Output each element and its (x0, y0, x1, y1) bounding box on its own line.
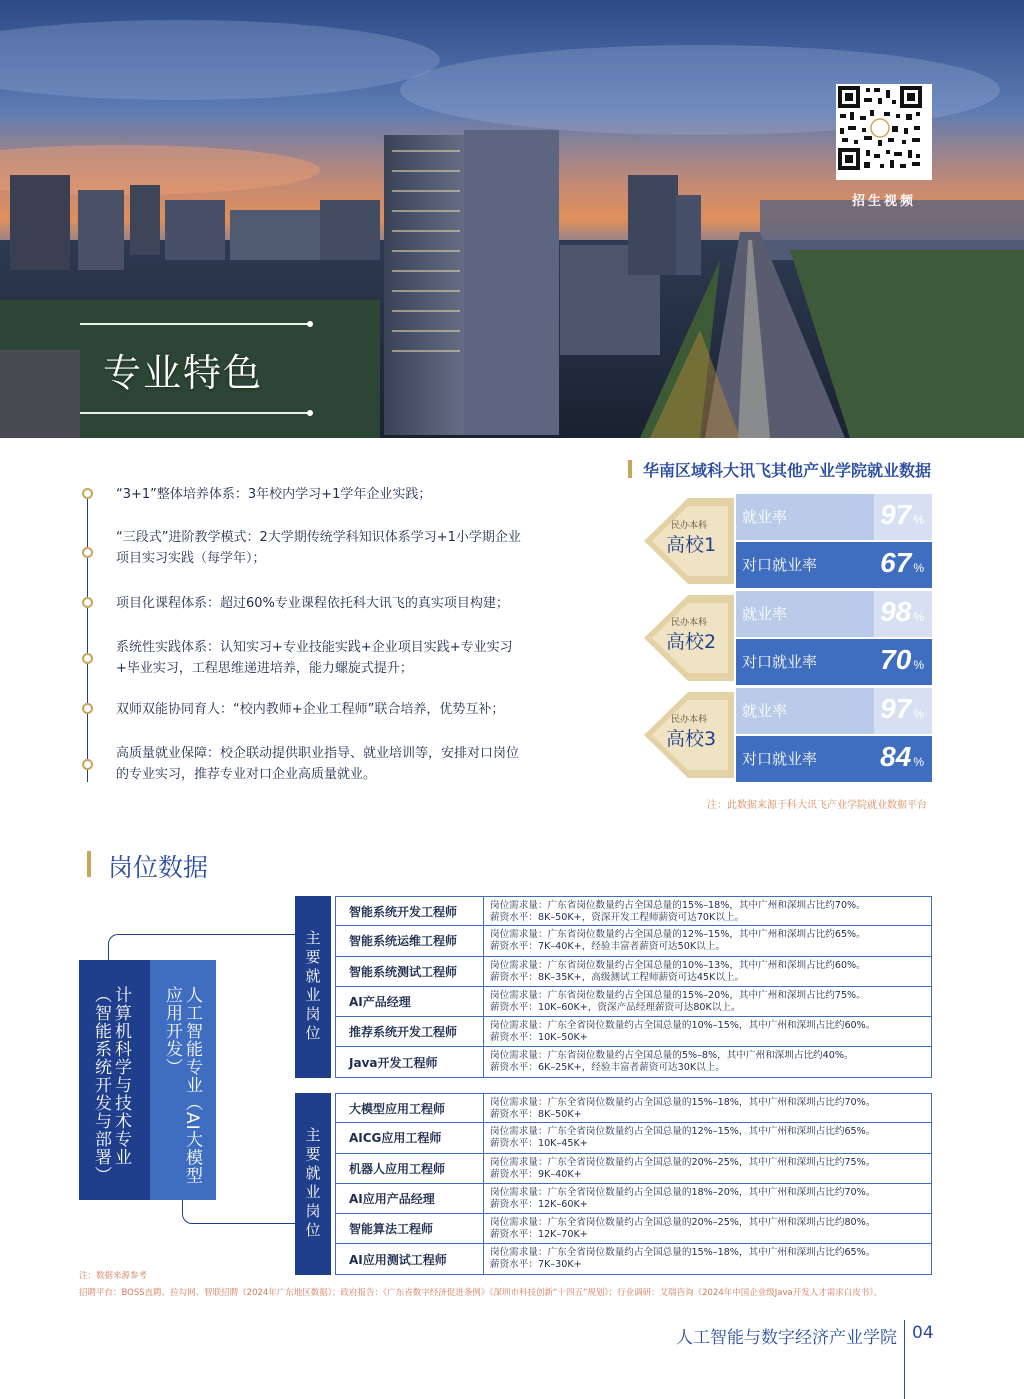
group-label: 主要就业岗位 (295, 896, 331, 1078)
employment-source-note: 注：此数据来源于科大讯飞产业学院就业数据平台 (707, 800, 927, 811)
match-number: 70 (880, 644, 912, 675)
bullet-dot-icon (82, 653, 93, 664)
table-row (335, 1093, 932, 1123)
job-name: 智能系统运维工程师 (336, 926, 484, 955)
job-name: AICG应用工程师 (336, 1123, 484, 1152)
job-demand: 岗位需求量：广东省岗位数量约占全国总量的15%–18%，其中广州和深圳占比约70%。 (490, 900, 866, 911)
table-row (335, 1214, 932, 1244)
section-accent-bar (87, 851, 91, 877)
job-desc (484, 1214, 931, 1243)
job-desc (484, 1154, 931, 1183)
job-desc (484, 1123, 931, 1152)
table-row (335, 1244, 932, 1274)
feature-text: 系统性实践体系：认知实习+专业技能实践+企业项目实践+专业实习+毕业实习，工程思维递进培养，能力螺旋式提升； (116, 640, 513, 676)
job-demand: 岗位需求量：广东全省岗位数量约占全国总量的15%–18%，其中广州和深圳占比约70%。 (490, 1097, 876, 1108)
job-salary: 薪资水平：9K–40K+ (490, 1168, 582, 1180)
table-row (335, 1047, 932, 1077)
pct-sign: % (913, 561, 924, 575)
job-name: 智能系统测试工程师 (336, 957, 484, 986)
table-row (335, 1184, 932, 1214)
hero-decor-line-top (80, 323, 310, 325)
employment-title: 华南区域科大讯飞其他产业学院就业数据 (643, 461, 932, 480)
major-ai-box (150, 960, 216, 1200)
job-name: 机器人应用工程师 (336, 1154, 484, 1183)
job-demand: 岗位需求量：广东省岗位数量约占全国总量的15%–20%，其中广州和深圳占比约75%。 (490, 989, 866, 1001)
pct-sign: % (913, 513, 924, 527)
match-value (880, 644, 924, 676)
school-name: 高校1 (665, 534, 717, 556)
job-demand: 岗位需求量：广东全省岗位数量约占全国总量的10%–15%，其中广州和深圳占比约60%。 (490, 1020, 876, 1032)
job-demand: 岗位需求量：广东全省岗位数量约占全国总量的20%–25%，其中广州和深圳占比约80%。 (490, 1217, 876, 1229)
match-label: 对口就业率 (742, 556, 818, 574)
job-name: AI产品经理 (336, 987, 484, 1016)
major-ai-label: 人工智能专业（AI大模型应用开发） (162, 986, 202, 1185)
footer-divider (904, 1320, 905, 1399)
table-row (335, 926, 932, 956)
job-desc (484, 1244, 931, 1273)
job-salary: 薪资水平：10K–45K+ (490, 1138, 588, 1150)
match-number: 67 (880, 547, 912, 578)
job-desc (484, 1094, 931, 1122)
job-desc (484, 1017, 931, 1046)
feature-text: “3+1”整体培养体系：3年校内学习+1学年企业实践； (116, 487, 432, 502)
feature-text: 双师双能协同育人：“校内教师+企业工程师”联合培养，优势互补； (116, 702, 505, 717)
job-demand: 岗位需求量：广东全省岗位数量约占全国总量的20%–25%，其中广州和深圳占比约75%。 (490, 1156, 876, 1168)
job-name: AI应用产品经理 (336, 1184, 484, 1213)
feature-text: “三段式”进阶教学模式：2大学期传统学科知识体系学习+1小学期企业项目实习实践（每学年）； (116, 530, 521, 566)
job-salary: 薪资水平：10K–50K+ (490, 1032, 588, 1044)
qr-label: 招生视频 (851, 194, 916, 209)
job-demand: 岗位需求量：广东全省岗位数量约占全国总量的12%–15%，其中广州和深圳占比约65%。 (490, 1126, 876, 1138)
job-salary: 薪资水平：6K–25K+，经验丰富者薪资可达30K以上。 (490, 1062, 725, 1074)
match-number: 84 (880, 741, 912, 772)
job-salary: 薪资水平：7K–40K+，经验丰富者薪资可达50K以上。 (490, 941, 725, 953)
job-salary: 薪资水平：8K–35K+，高级测试工程师薪资可达45K以上。 (490, 971, 745, 983)
job-name: AI应用测试工程师 (336, 1244, 484, 1273)
group-label: 主要就业岗位 (295, 1093, 331, 1275)
table-row (335, 896, 932, 926)
feature-text: 高质量就业保障：校企联动提供职业指导、就业培训等，安排对口岗位的专业实习，推荐专业对口企业高质量就业。 (116, 746, 520, 782)
rate-value (880, 499, 924, 531)
major-cs-label: 计算机科学与技术专业（智能系统开发与部署） (91, 986, 131, 1184)
rate-label: 就业率 (742, 508, 788, 526)
rate-number: 97 (880, 499, 912, 530)
job-salary: 薪资水平：10K–60K+，资深产品经理薪资可达80K以上。 (490, 1001, 741, 1013)
qr-code[interactable] (836, 84, 932, 180)
job-salary: 薪资水平：12K–60K+ (490, 1198, 588, 1210)
school-name: 高校3 (665, 728, 717, 750)
connector-line (182, 1200, 295, 1224)
rate-label: 就业率 (742, 702, 788, 720)
hero-decor-line-bottom (80, 412, 310, 414)
school-name: 高校2 (665, 631, 717, 653)
table-row (335, 1017, 932, 1047)
table-row (335, 957, 932, 987)
match-label: 对口就业率 (742, 653, 818, 671)
pct-sign: % (913, 610, 924, 624)
jobs-section-title: 岗位数据 (108, 853, 209, 882)
section-accent-bar (628, 460, 632, 478)
footer-college-name: 人工智能与数字经济产业学院 (676, 1328, 897, 1348)
pct-sign: % (913, 707, 924, 721)
job-demand: 岗位需求量：广东全省岗位数量约占全国总量的18%–20%，其中广州和深圳占比约70%。 (490, 1186, 876, 1198)
table-row (335, 1123, 932, 1153)
table-row (335, 987, 932, 1017)
school-tag: 民办本科 (670, 715, 707, 725)
job-salary: 薪资水平：7K–30K+ (490, 1259, 582, 1271)
rate-value (880, 693, 924, 725)
jobs-source-title: 注：数据来源参考 (79, 1271, 148, 1281)
page-title: 专业特色 (103, 351, 264, 395)
job-demand: 岗位需求量：广东省岗位数量约占全国总量的5%–8%，其中广州和深圳占比约40%。 (490, 1050, 854, 1062)
major-cs-box (79, 960, 150, 1200)
school-card (640, 494, 932, 588)
timeline-line (87, 492, 88, 782)
bullet-dot-icon (82, 547, 93, 558)
job-salary: 薪资水平：12K–70K+ (490, 1229, 588, 1241)
job-desc (484, 897, 931, 925)
bullet-dot-icon (82, 759, 93, 770)
qr-code-icon (836, 84, 924, 172)
job-desc (484, 1184, 931, 1213)
job-desc (484, 987, 931, 1016)
table-row (335, 1154, 932, 1184)
rate-value (880, 596, 924, 628)
feature-text: 项目化课程体系：超过60%专业课程依托科大讯飞的真实项目构建； (116, 596, 509, 611)
pct-sign: % (913, 658, 924, 672)
job-salary: 薪资水平：8K–50K+ (490, 1109, 582, 1120)
match-value (880, 741, 924, 773)
job-name: 推荐系统开发工程师 (336, 1017, 484, 1046)
bullet-dot-icon (82, 703, 93, 714)
connector-line (108, 934, 295, 962)
bullet-dot-icon (82, 488, 93, 499)
match-label: 对口就业率 (742, 750, 818, 768)
jobs-source-detail: 招聘平台：BOSS直聘、拉勾网、智联招聘（2024年广东地区数据）；政府报告：《广东省数字经济促进条例》《深圳市科技创新“十四五”规划》；行业调研：艾瑞咨询《2024年中国企业级Java开发人才需求白皮书》。 (79, 1288, 882, 1298)
job-demand: 岗位需求量：广东全省岗位数量约占全国总量的15%–18%，其中广州和深圳占比约65%。 (490, 1247, 876, 1259)
jobs-table-cs (335, 896, 932, 1078)
school-tag: 民办本科 (670, 618, 707, 628)
rate-number: 98 (880, 596, 912, 627)
hero-banner (0, 0, 1024, 438)
job-desc (484, 957, 931, 986)
school-card (640, 688, 932, 782)
features-list (80, 474, 530, 786)
job-name: 智能算法工程师 (336, 1214, 484, 1243)
job-name: Java开发工程师 (336, 1047, 484, 1076)
job-name: 智能系统开发工程师 (336, 897, 484, 925)
job-demand: 岗位需求量：广东省岗位数量约占全国总量的10%–13%，其中广州和深圳占比约60%。 (490, 959, 866, 971)
pct-sign: % (913, 755, 924, 769)
job-name: 大模型应用工程师 (336, 1094, 484, 1122)
rate-number: 97 (880, 693, 912, 724)
jobs-table-ai (335, 1093, 932, 1275)
job-salary: 薪资水平：8K–50K+，资深开发工程师薪资可达70K以上。 (490, 912, 745, 923)
job-desc (484, 926, 931, 955)
match-value (880, 547, 924, 579)
rate-label: 就业率 (742, 605, 788, 623)
job-desc (484, 1047, 931, 1076)
school-card (640, 591, 932, 685)
page-number: 04 (912, 1323, 934, 1343)
job-demand: 岗位需求量：广东省岗位数量约占全国总量的12%–15%，其中广州和深圳占比约65%。 (490, 929, 866, 941)
school-tag: 民办本科 (670, 521, 707, 531)
bullet-dot-icon (82, 597, 93, 608)
